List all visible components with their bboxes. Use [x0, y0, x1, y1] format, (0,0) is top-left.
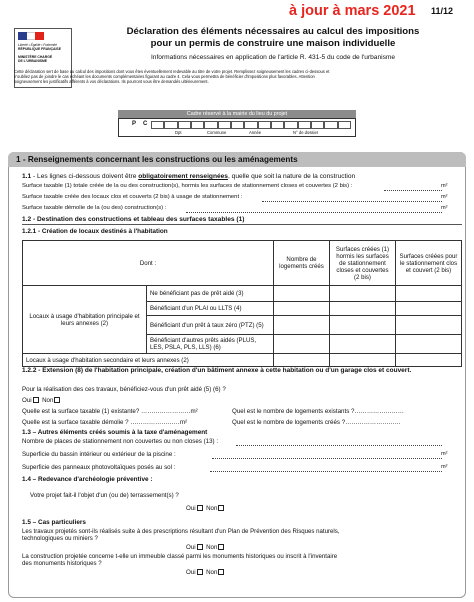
- s11-total-surface-label: Surface taxable (1) totale créée de la ou des construction(s), hormis les surfaces de stationnement closes et couvertes (2 bis) :: [22, 183, 353, 189]
- table-group-label: Locaux à usage d'habitation principale et leurs annexes (2): [23, 286, 147, 354]
- reserved-label-commune: Commune: [207, 130, 227, 135]
- s15-q2-oui-label: Oui: [186, 569, 196, 576]
- reserved-label-annee: Année: [249, 130, 262, 135]
- s15-q1-oui-checkbox[interactable]: [197, 544, 203, 550]
- reserved-box-title: Cadre réservé à la mairie du lieu du projet: [118, 110, 356, 118]
- section-1-title: 1 - Renseignements concernant les constructions ou les aménagements: [16, 155, 298, 164]
- s11-total-surface-field[interactable]: [384, 190, 442, 191]
- table-cell-input[interactable]: [330, 286, 396, 302]
- s13-unit-1: m²: [441, 451, 448, 457]
- table-cell-input[interactable]: [274, 302, 330, 316]
- reserved-label-dpt: Dpt: [175, 130, 182, 135]
- french-flag-icon: [18, 32, 44, 40]
- s122-existing-surface[interactable]: Quelle est la surface taxable (1) existante? ……………………m²: [22, 408, 198, 415]
- table-header-surfaces: Surfaces créées (1) hormis les surfaces de stationnement closes et couvertes (2 bis): [330, 241, 396, 286]
- logo-ministry-line2: DE L'URBANISME: [18, 59, 48, 63]
- s121-title: 1.2.1 - Création de locaux destinés à l'habitation: [22, 228, 168, 235]
- s15-q2-non-checkbox[interactable]: [218, 569, 224, 575]
- s11-bold: obligatoirement renseignées: [138, 173, 228, 180]
- s122-oui-label: Oui: [22, 397, 32, 404]
- table-cell-input[interactable]: [396, 354, 462, 367]
- logo-republic: RÉPUBLIQUE FRANÇAISE: [18, 47, 61, 51]
- s122-non-checkbox[interactable]: [54, 397, 60, 403]
- table-cell-input[interactable]: [396, 335, 462, 354]
- intro-line2: n'oubliez pas de joindre le cas échéant les documents complémentaires figurant au cadre 4. Cela vous permettra de bénéficier d'impositions plus favorables. Attention: [14, 74, 315, 79]
- s11-suffix: , quelle que soit la nature de la construction: [227, 173, 356, 180]
- s11-num: 1.1: [22, 173, 32, 180]
- s13-solar-surface: Superficie des panneaux photovoltaïques posés au sol :: [22, 464, 176, 471]
- table-cell-input[interactable]: [330, 302, 396, 316]
- s122-non-label: Non: [42, 397, 54, 404]
- s11-parking-surface-field[interactable]: [262, 201, 442, 202]
- s13-parking-places-field[interactable]: [236, 445, 442, 446]
- table-cell-input[interactable]: [396, 286, 462, 302]
- s13-parking-places: Nombre de places de stationnement non couvertes ou non closes (13) :: [22, 438, 219, 445]
- s122-title: 1.2.2 - Extension (8) de l'habitation principale, création d'un bâtiment annexe à cette habitation ou d'un garage clos et couvert.: [22, 367, 412, 374]
- table-header-dwellings: Nombre de logements créés: [274, 241, 330, 286]
- form-subtitle: Informations nécessaires en application de l'article R. 431-5 du code de l'urbanisme: [150, 54, 396, 61]
- s122-answer-row: [22, 397, 60, 404]
- housing-table: [22, 240, 462, 367]
- s11-unit-2: m²: [441, 194, 448, 200]
- table-row-label: Ne bénéficiant pas de prêt aidé (3): [147, 286, 274, 302]
- table-cell-input[interactable]: [330, 335, 396, 354]
- s11-prefix: - Les lignes ci-dessous doivent être: [31, 173, 139, 180]
- s15-q1-oui-label: Oui: [186, 544, 196, 551]
- s122-demolished-surface[interactable]: Quelle est la surface taxable démolie ? ……………………m²: [22, 419, 188, 426]
- table-cell-input[interactable]: [330, 316, 396, 335]
- s15-q1-line2: technologiques ou miniers ?: [22, 535, 98, 542]
- table-cell-input[interactable]: [274, 354, 330, 367]
- table-cell-input[interactable]: [396, 316, 462, 335]
- s15-q2-line2: des monuments historiques ?: [22, 560, 102, 567]
- reserved-box: [118, 118, 356, 137]
- s13-unit-2: m²: [441, 464, 448, 470]
- s11-demolished-surface-label: Surface taxable démolie de la (ou des) construction(s) :: [22, 205, 167, 211]
- intro-line3: soigneusement les justificatifs afférents à vos déclarations. Ils pourront vous être demandés ultérieurement.: [14, 79, 209, 84]
- table-cell-input[interactable]: [274, 335, 330, 354]
- s15-q2-answer-row: [186, 569, 224, 576]
- s122-existing-dwellings[interactable]: Quel est le nombre de logements existants ?……………………: [232, 408, 404, 415]
- s14-title: 1.4 – Redevance d'archéologie préventive :: [22, 476, 153, 483]
- s122-question: Pour la réalisation des ces travaux, bénéficiez-vous d'un prêt aidé (5) (6) ?: [22, 386, 226, 393]
- s13-solar-surface-field[interactable]: [210, 471, 442, 472]
- form-title-line1: Déclaration des éléments nécessaires au calcul des impositions: [126, 26, 420, 37]
- s122-created-dwellings[interactable]: Quel est le nombre de logements créés ?………………………: [232, 419, 401, 426]
- s13-pool-surface-field[interactable]: [212, 458, 442, 459]
- reserved-code-cells[interactable]: [151, 121, 351, 129]
- reserved-p: P: [132, 121, 137, 127]
- intro-line1: Cette déclaration sert de base au calcul des impositions dont vous êtes éventuellement redevable au titre de votre projet. Remplissez soigneusement les cadres ci-dessous et: [14, 69, 330, 74]
- s14-answer-row: [186, 505, 224, 512]
- s14-non-checkbox[interactable]: [218, 505, 224, 511]
- reserved-label-dossier: N° de dossier: [293, 130, 319, 135]
- s11-unit-1: m²: [441, 183, 448, 189]
- s14-non-label: Non: [206, 505, 218, 512]
- s11-unit-3: m²: [441, 205, 448, 211]
- table-last-row-label: Locaux à usage d'habitation secondaire et leurs annexes (2): [23, 354, 274, 367]
- s15-q2-line1: La construction projetée concerne t-elle un immeuble classé parmi les monuments historiques ou inscrit à l'inventaire: [22, 553, 338, 560]
- s13-title: 1.3 – Autres éléments créés soumis à la taxe d'aménagement: [22, 429, 208, 436]
- update-banner: à jour à mars 2021: [289, 3, 416, 19]
- s14-oui-checkbox[interactable]: [197, 505, 203, 511]
- s121-divider: [22, 224, 462, 225]
- s15-q2-oui-checkbox[interactable]: [197, 569, 203, 575]
- table-row-label: Bénéficiant d'un PLAI ou LLTS (4): [147, 302, 274, 316]
- s15-q1-non-label: Non: [206, 544, 218, 551]
- table-cell-input[interactable]: [396, 302, 462, 316]
- s122-oui-checkbox[interactable]: [33, 397, 39, 403]
- s14-oui-label: Oui: [186, 505, 196, 512]
- table-cell-input[interactable]: [330, 354, 396, 367]
- logo-ministry-line1: MINISTÈRE CHARGÉ: [18, 55, 53, 59]
- s11-demolished-surface-field[interactable]: [186, 212, 442, 213]
- s15-q1-non-checkbox[interactable]: [218, 544, 224, 550]
- table-row-label: Bénéficiant d'un prêt à taux zéro (PTZ) (5): [147, 316, 274, 335]
- s15-q1-line1: Les travaux projetés sont-ils réalisés suite à des prescriptions résultant d'un Plan de Prévention des Risques naturels,: [22, 528, 340, 535]
- table-cell-input[interactable]: [274, 316, 330, 335]
- s13-pool-surface: Superficie du bassin intérieur ou extérieur de la piscine :: [22, 451, 176, 458]
- table-header-dont: Dont :: [23, 241, 274, 286]
- table-cell-input[interactable]: [274, 286, 330, 302]
- logo-motto: Liberté • Égalité • Fraternité: [18, 43, 57, 47]
- table-header-parking: Surfaces créées pour le stationnement clos et couvert (2 bis): [396, 241, 462, 286]
- s15-q1-answer-row: [186, 544, 224, 551]
- table-row-label: Bénéficiant d'autres prêts aidés (PLUS, LES, PSLA, PLS, LLS) (6): [147, 335, 274, 354]
- s15-title: 1.5 – Cas particuliers: [22, 519, 86, 526]
- reserved-c: C: [143, 121, 148, 127]
- s15-q2-non-label: Non: [206, 569, 218, 576]
- s14-question: Votre projet fait-il l'objet d'un (ou de) terrassement(s) ?: [30, 492, 179, 499]
- s12-title: 1.2 - Destination des constructions et tableau des surfaces taxables (1): [22, 216, 245, 223]
- s11-parking-surface-label: Surface taxable créée des locaux clos et couverts (2 bis) à usage de stationnement :: [22, 194, 243, 200]
- form-title-line2: pour un permis de construire une maison individuelle: [150, 38, 396, 49]
- s11-heading: [22, 173, 355, 180]
- page-number: 11/12: [431, 6, 454, 16]
